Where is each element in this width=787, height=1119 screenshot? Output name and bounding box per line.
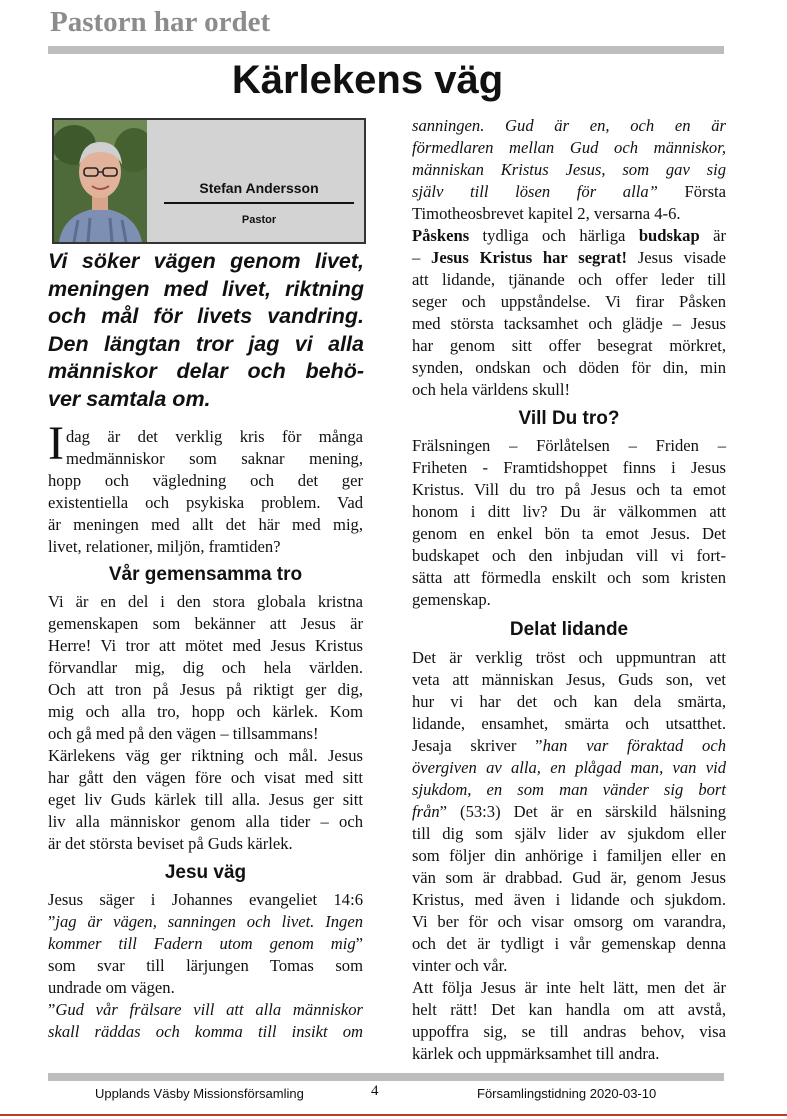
page-number: 4 — [371, 1083, 379, 1099]
paskens-line: seger och uppståndelse. Vi firar Påsken — [412, 292, 726, 311]
lead-line: Den längtan tror jag vi alla — [48, 331, 364, 356]
tro-line: förvandlar mig, dig och hela världen. — [48, 658, 363, 677]
right-line: människan Kristus Jesus, som gav sig — [412, 160, 726, 179]
delat-line: från” (53:3) Det är en särskild hälsning — [412, 802, 726, 821]
jesu-line: undrade om vägen. — [48, 978, 175, 997]
vill-line: Friheten - Framtidshoppet finns i Jesus — [412, 458, 726, 477]
author-box — [52, 118, 366, 244]
vill-line: honom i ditt liv? Du är välkommen att — [412, 502, 726, 521]
footer-issue: Församlingstidning 2020-03-10 — [477, 1086, 657, 1101]
right-line: själv till lösen för alla” Första — [412, 182, 727, 201]
footer-publisher: Upplands Väsby Missionsförsamling — [95, 1086, 304, 1101]
tro-line: eget liv Guds kärlek till alla. Jesus ger sitt — [48, 790, 363, 809]
delat-line: Kristus, med även i lidande och sjukdom. — [412, 890, 726, 909]
author-role: Pastor — [241, 214, 277, 226]
delat-line: uppoffra sig, se till andras behov, visa — [412, 1022, 726, 1041]
jesu-line: skall räddas och komma till insikt om — [48, 1022, 363, 1041]
vill-line: gemenskap. — [412, 590, 491, 609]
intro-line: dag är det verklig kris för många — [66, 427, 363, 446]
jesu-line: Jesus säger i Johannes evangeliet 14:6 — [48, 890, 363, 909]
vill-line: sätta att förmedla enskilt och som kristen — [412, 568, 726, 587]
delat-line: helt rätt! Det kan handla om att avstå, — [412, 1000, 726, 1019]
author-photo — [54, 120, 147, 242]
tro-line: mig och alla tro, hopp och kärlek. Kom — [48, 702, 363, 721]
intro-lines-b — [48, 470, 363, 558]
jesu-paragraph — [48, 889, 363, 1043]
vill-line: genom en enkel bön ta emot Jesus. Det — [412, 524, 726, 543]
delat-line: Det är verklig tröst och uppmuntran att — [412, 648, 726, 667]
jesu-line: ”Gud vår frälsare vill att alla människor — [48, 1000, 363, 1019]
delat-line: kärlek och uppmärksamhet till andra. — [412, 1044, 660, 1063]
delat-line: sjukdom, en som man vänder sig bort — [412, 780, 726, 799]
heading-var-gemensamma-tro: Vår gemensamma tro — [108, 564, 303, 585]
section-header: Pastorn har ordet — [50, 6, 271, 38]
delat-line: Vi ber för och visar omsorg om varandra, — [412, 912, 726, 931]
delat-paragraph — [412, 647, 726, 1065]
delat-line: hur vi har det och kan dela smärta, — [412, 692, 726, 711]
paskens-line: har genom sitt offer besegrat mörkret, — [412, 336, 726, 355]
vill-paragraph — [412, 435, 726, 611]
delat-line: vinter och vår. — [412, 956, 508, 975]
heading-vill-du-tro: Vill Du tro? — [518, 408, 620, 429]
paskens-line: att lidande, tjänande och offer leder till — [412, 270, 726, 289]
right-line: förmedlaren mellan Gud och människor, — [412, 138, 726, 157]
footer-rule — [48, 1073, 724, 1081]
jesu-line: ”jag är vägen, sanningen och livet. Ingen — [48, 912, 363, 931]
tro-line: Och att tron på Jesus på riktigt ger dig, — [48, 680, 363, 699]
vill-line: Frälsningen – Förlåtelsen – Friden – — [412, 436, 726, 455]
delat-line: till dig som själv lider av sjukdom eller — [412, 824, 726, 843]
paskens-line: synden, ondskan och döden för din, min — [412, 358, 726, 377]
header-rule — [48, 46, 724, 54]
right-line: Timotheosbrevet kapitel 2, versarna 4-6. — [412, 204, 681, 223]
delat-line: Jesaja skriver ”han var föraktad och — [412, 736, 726, 755]
intro-lines-a — [66, 426, 363, 470]
lead-line: meningen med livet, riktning — [48, 276, 364, 301]
delat-line: som följer din anhörige i familjen eller en — [412, 846, 726, 865]
lead-line: ver samtala om. — [48, 386, 211, 411]
intro-line: hopp och vägledning och det ger — [48, 471, 363, 490]
paskens-line: med största tacksamhet och glädje – Jesus — [412, 314, 726, 333]
right-line: sanningen. Gud är en, och en är — [412, 116, 726, 135]
lead-line: och mål för livets vandring. — [48, 304, 364, 328]
tro-line: Kärlekens väg ger riktning och mål. Jesus — [48, 746, 363, 765]
delat-line: lidande, ensamhet, smärta och utsatthet. — [412, 714, 726, 733]
delat-line: Att följa Jesus är inte helt lätt, men det är — [412, 978, 726, 997]
lead-paragraph — [48, 248, 364, 413]
tro-line: har gått den vägen före och visat med sitt — [48, 768, 363, 787]
delat-line: övergiven av alla, en plågad man, van vid — [412, 758, 726, 777]
paskens-line: – Jesus Kristus har segrat! Jesus visade — [412, 248, 726, 267]
tro-line: är det största beviset på Guds kärlek. — [48, 834, 293, 853]
bottom-border — [0, 1114, 787, 1116]
delat-line: vän som är drabbad. Gud är, genom Jesus — [412, 868, 726, 887]
intro-line: medmänniskor som saknar mening, — [66, 449, 363, 468]
paskens-line: Påskens tydliga och härliga budskap är — [412, 226, 726, 245]
lead-line: människor delar och behö- — [48, 359, 364, 383]
tro-paragraph — [48, 591, 363, 855]
paskens-line: och hela världens skull! — [412, 380, 571, 399]
delat-line: veta att människan Jesus, Guds son, vet — [412, 670, 726, 689]
tro-line: Vi är en del i den stora globala kristna — [48, 592, 363, 611]
tro-line: och gå med på den vägen – tillsammans! — [48, 724, 319, 743]
tro-line: Herre! Vi tror att mötet med Jesus Kristus — [48, 636, 363, 655]
right-column-top — [412, 115, 726, 401]
intro-line: existentiella och psykiska problem. Vad — [48, 493, 363, 512]
drop-cap: I — [48, 417, 64, 470]
author-name: Stefan Andersson — [199, 180, 319, 196]
heading-delat-lidande: Delat lidande — [509, 619, 629, 640]
jesu-line: kommer till Fadern utom genom mig” — [48, 934, 363, 953]
heading-jesu-vag: Jesu väg — [164, 862, 247, 883]
vill-line: budskapet och den inbjudan vill vi fort- — [412, 546, 726, 565]
author-divider — [164, 202, 354, 204]
jesu-line: som svar till lärjungen Tomas som — [48, 956, 363, 975]
page-title: Kärlekens väg — [231, 58, 504, 102]
intro-line: livet, relationer, miljön, framtiden? — [48, 537, 281, 556]
delat-line: och det är tydligt i vår gemenskap denna — [412, 934, 726, 953]
lead-line: Vi söker vägen genom livet, — [48, 249, 364, 273]
vill-line: Kristus. Vill du tro på Jesus och ta emot — [412, 480, 726, 499]
tro-line: liv alla människor genom alla tider – och — [48, 812, 363, 831]
intro-line: är meningen med allt det här med mig, — [48, 515, 363, 534]
tro-line: gemenskapen som bekänner att Jesus är — [48, 614, 363, 633]
